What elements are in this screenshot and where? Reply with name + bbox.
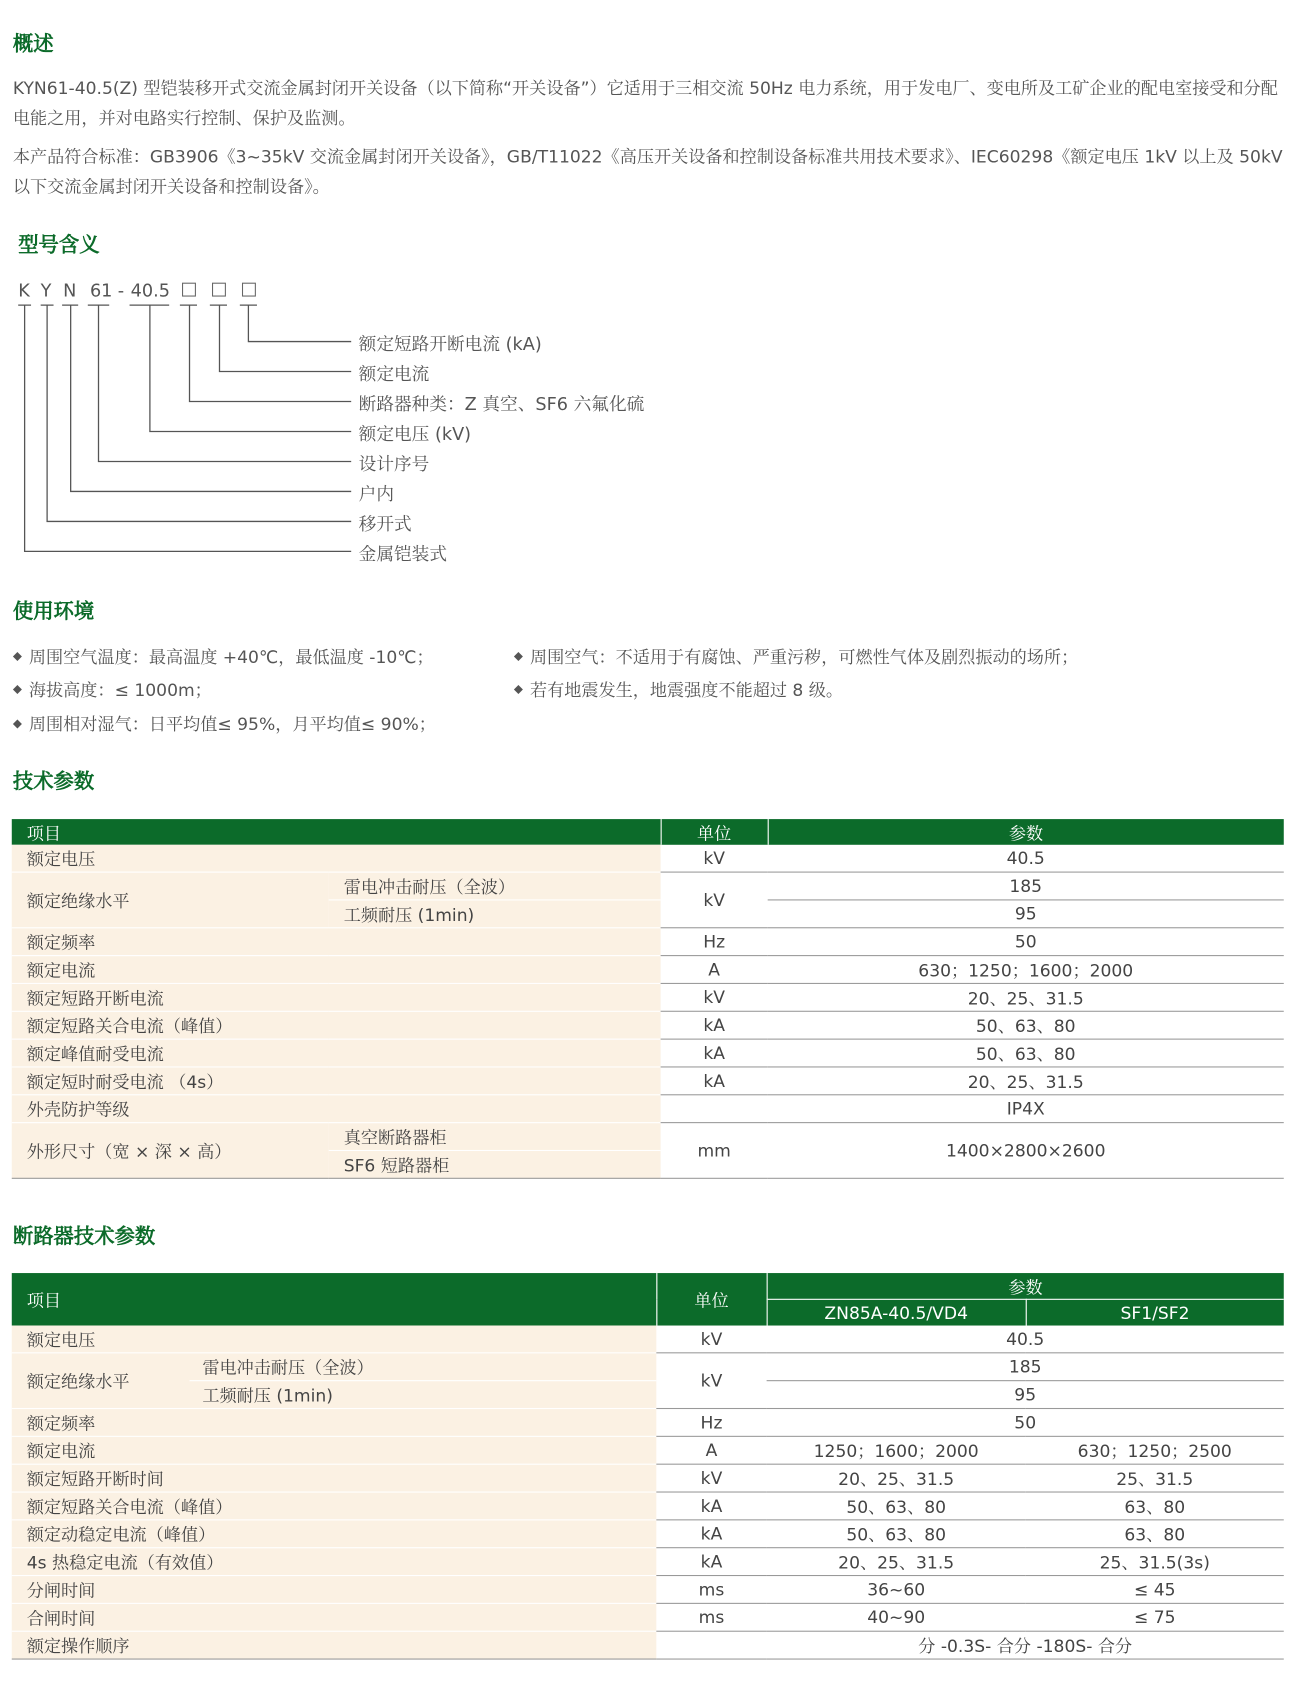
table-row [12, 983, 1284, 1011]
row-value: 95 [768, 900, 1284, 928]
row-unit: A [656, 1436, 766, 1464]
table-row [12, 1011, 1284, 1039]
tech-params-table [12, 819, 1284, 1179]
row-unit: kA [661, 1067, 768, 1095]
row-value: 630；1250；1600；2000 [768, 956, 1284, 984]
overview-paragraph-1: KYN61-40.5(Z) 型铠装移开式交流金属封闭开关设备（以下简称“开关设备”）它适用于三相交流 50Hz 电力系统，用于发电厂、变电所及工矿企业的配电室接受和分配电能之用，并对电路实行控制、保护及监测。 [12, 78, 1278, 129]
env-item-humidity: 周围相对湿气：日平均值≤ 95%，月平均值≤ 90%； [28, 714, 436, 735]
table-row [12, 1520, 1284, 1548]
table-row [12, 1123, 1284, 1151]
table-row [12, 1326, 1284, 1353]
row-value: 50、63、80 [768, 1011, 1284, 1039]
row-unit: kA [656, 1520, 766, 1548]
row-item: 额定短时耐受电流 （4s） [12, 1067, 661, 1095]
tech-params-heading: 技术参数 [12, 769, 95, 794]
row-value-sf: ≤ 75 [1026, 1603, 1284, 1631]
bullet-diamond-icon: ◆ [513, 682, 524, 696]
row-unit: kV [661, 845, 768, 872]
row-item: 分闸时间 [12, 1576, 657, 1604]
header-item: 项目 [12, 1273, 657, 1325]
row-unit: ms [656, 1603, 766, 1631]
row-item: 额定频率 [12, 1409, 657, 1437]
table-row [12, 1095, 1284, 1123]
env-item-earthquake: 若有地震发生，地震强度不能超过 8 级。 [529, 679, 844, 701]
row-value-zn85a: 1250；1600；2000 [767, 1436, 1026, 1464]
header-model-sf: SF1/SF2 [1026, 1299, 1284, 1325]
table-row [12, 1548, 1284, 1576]
row-value-zn85a: 20、25、31.5 [767, 1464, 1026, 1492]
row-unit: kV [661, 983, 768, 1011]
row-item: 额定动稳定电流（峰值） [12, 1520, 657, 1548]
header-unit: 单位 [656, 1273, 766, 1325]
env-item-air: 周围空气：不适用于有腐蚀、严重污秽，可燃性气体及剧烈振动的场所； [529, 646, 1079, 668]
row-value-zn85a: 36~60 [767, 1576, 1026, 1604]
row-unit: kV [656, 1353, 766, 1409]
row-value-sf: ≤ 45 [1026, 1576, 1284, 1604]
breaker-params-heading: 断路器技术参数 [12, 1224, 156, 1249]
row-unit: kA [661, 1011, 768, 1039]
row-subitem: 雷电冲击耐压（全波） [329, 872, 661, 900]
row-value: 20、25、31.5 [768, 983, 1284, 1011]
row-value-sf: 63、80 [1026, 1492, 1284, 1520]
row-value: 185 [768, 872, 1284, 900]
row-unit: ms [656, 1576, 766, 1604]
overview-heading: 概述 [12, 32, 54, 56]
row-unit: kA [656, 1492, 766, 1520]
code-dash: - [117, 280, 125, 301]
model-label-breaking-current: 额定短路开断电流 (kA) [358, 334, 542, 355]
code-letter-n: N [63, 280, 77, 301]
row-item: 额定短路开断电流 [12, 983, 661, 1011]
row-item: 合闸时间 [12, 1603, 657, 1631]
code-blank-box-3 [242, 283, 256, 297]
code-voltage: 40.5 [130, 280, 170, 301]
row-value-zn85a: 50、63、80 [767, 1520, 1026, 1548]
row-unit: Hz [661, 928, 768, 956]
row-subitem: 工频耐压 (1min) [190, 1381, 657, 1409]
model-label-rated-voltage: 额定电压 (kV) [358, 423, 472, 445]
table-row [12, 1492, 1284, 1520]
row-item: 额定频率 [12, 928, 661, 956]
row-item: 外壳防护等级 [12, 1095, 661, 1123]
table-row [12, 956, 1284, 984]
table-row [12, 1631, 1284, 1659]
model-label-withdrawable: 移开式 [358, 513, 412, 535]
table-row [12, 1039, 1284, 1067]
model-label-rated-current: 额定电流 [358, 364, 430, 385]
code-blank-box-2 [212, 283, 226, 297]
row-item: 额定电流 [12, 1436, 657, 1464]
model-label-indoor: 户内 [358, 483, 395, 505]
row-item: 额定峰值耐受电流 [12, 1039, 661, 1067]
header-unit: 单位 [661, 819, 768, 845]
row-value: 95 [767, 1381, 1284, 1409]
row-subitem: 工频耐压 (1min) [329, 900, 661, 928]
row-value: 50 [768, 928, 1284, 956]
model-label-breaker-type: 断路器种类：Z 真空、SF6 六氟化硫 [358, 394, 645, 415]
row-unit: Hz [656, 1409, 766, 1437]
row-unit: kV [656, 1326, 766, 1353]
code-letter-y: Y [40, 280, 52, 301]
row-value: 50、63、80 [768, 1039, 1284, 1067]
row-value: 分 -0.3S- 合分 -180S- 合分 [767, 1631, 1284, 1659]
table-row [12, 1353, 1284, 1381]
row-value-sf: 63、80 [1026, 1520, 1284, 1548]
model-label-metal-clad: 金属铠装式 [358, 543, 448, 565]
model-label-design-serial: 设计序号 [358, 453, 430, 475]
table-row [12, 928, 1284, 956]
row-value-sf: 25、31.5(3s) [1026, 1548, 1284, 1576]
code-blank-box-1 [182, 283, 196, 297]
row-subitem: 雷电冲击耐压（全波） [190, 1353, 657, 1381]
header-param: 参数 [767, 1273, 1284, 1299]
row-unit: kV [656, 1464, 766, 1492]
bullet-diamond-icon: ◆ [12, 682, 22, 696]
environment-heading: 使用环境 [12, 599, 95, 624]
row-item: 额定电流 [12, 956, 661, 984]
header-model-zn85a: ZN85A-40.5/VD4 [767, 1299, 1026, 1325]
table-row [12, 872, 1284, 900]
table-row [12, 1576, 1284, 1604]
row-item: 额定电压 [12, 1326, 657, 1353]
env-item-altitude: 海拔高度：≤ 1000m； [28, 679, 212, 701]
table-row [12, 1436, 1284, 1464]
code-series: 61 [89, 280, 113, 301]
row-value-sf: 25、31.5 [1026, 1464, 1284, 1492]
table-row [12, 1464, 1284, 1492]
row-unit: kA [656, 1548, 766, 1576]
model-leader-lines [0, 300, 364, 562]
row-item: 额定操作顺序 [12, 1631, 657, 1659]
row-unit: mm [661, 1123, 768, 1179]
row-value-zn85a: 50、63、80 [767, 1492, 1026, 1520]
row-unit [661, 1095, 768, 1123]
table-row [12, 1067, 1284, 1095]
row-value: 20、25、31.5 [768, 1067, 1284, 1095]
row-value: 50 [767, 1409, 1284, 1437]
env-item-temperature: 周围空气温度：最高温度 +40℃，最低温度 -10℃； [28, 646, 434, 668]
row-value: 40.5 [767, 1326, 1284, 1353]
row-item: 额定短路关合电流（峰值） [12, 1011, 661, 1039]
row-unit: A [661, 956, 768, 984]
table-row [12, 845, 1284, 872]
bullet-diamond-icon: ◆ [12, 716, 22, 731]
breaker-params-table [12, 1273, 1284, 1660]
row-item: 额定绝缘水平 [12, 1353, 190, 1409]
bullet-diamond-icon: ◆ [12, 648, 22, 663]
overview-paragraph-2: 本产品符合标准：GB3906《3~35kV 交流金属封闭开关设备》，GB/T11022《高压开关设备和控制设备标准共用技术要求》、IEC60298《额定电压 1kV 以上及 50kV 以下交流金属封闭开关设备和控制设备》。 [12, 146, 1283, 198]
row-item: 外形尺寸（宽 × 深 × 高） [12, 1123, 329, 1179]
row-value: 40.5 [768, 845, 1284, 872]
model-heading: 型号含义 [18, 233, 100, 257]
row-item: 额定电压 [12, 845, 661, 872]
table-row [12, 1409, 1284, 1437]
row-subitem: 真空断路器柜 [329, 1123, 661, 1151]
code-letter-k: K [18, 280, 30, 301]
row-value: 185 [767, 1353, 1284, 1381]
row-item: 额定绝缘水平 [12, 872, 329, 928]
table-row [12, 1381, 1284, 1409]
header-param: 参数 [768, 819, 1284, 845]
row-value-zn85a: 20、25、31.5 [767, 1548, 1026, 1576]
table-row [12, 1603, 1284, 1631]
row-value: 1400×2800×2600 [768, 1123, 1284, 1179]
row-item: 4s 热稳定电流（有效值） [12, 1548, 657, 1576]
row-item: 额定短路关合电流（峰值） [12, 1492, 657, 1520]
row-value-sf: 630；1250；2500 [1026, 1436, 1284, 1464]
bullet-diamond-icon: ◆ [513, 648, 524, 663]
row-item: 额定短路开断时间 [12, 1464, 657, 1492]
header-item: 项目 [12, 819, 661, 845]
row-unit: kA [661, 1039, 768, 1067]
row-subitem: SF6 短路器柜 [329, 1150, 661, 1178]
row-unit: kV [661, 872, 768, 928]
row-value-zn85a: 40~90 [767, 1603, 1026, 1631]
row-unit [656, 1631, 766, 1659]
row-value: IP4X [768, 1095, 1284, 1123]
